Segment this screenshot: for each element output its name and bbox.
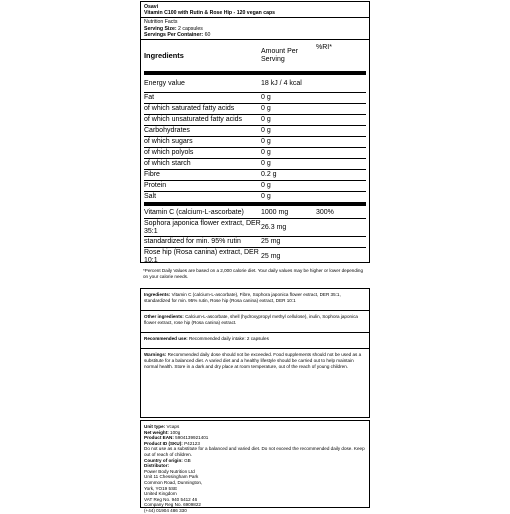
table-row	[144, 126, 366, 137]
nutrient-amount: 0.2 g	[261, 170, 316, 181]
recommended-use-text: Recommended daily intake: 2 capsules	[188, 336, 269, 341]
amount-header: Amount Per Serving	[261, 40, 316, 73]
nutrient-ri	[316, 181, 366, 192]
product-sku-label: Product ID (SKU):	[144, 440, 183, 446]
warnings-text: Recommended daily dose should not be exceeded. Food supplements should not be used as a substitute for a balanced diet. A varied diet and a healthy lifestyle should be carried out to help maintain normal health. Store in a dark and dry place at room temperature, out of the reach of young children.	[144, 352, 362, 369]
nutrient-ri: 300%	[316, 204, 366, 219]
nutrient-amount: 0 g	[261, 192, 316, 205]
origin-label: Country of origin:	[144, 457, 183, 463]
nutrient-amount: 0 g	[261, 93, 316, 104]
product-ean-label: Product EAN:	[144, 435, 174, 441]
nutrient-ri	[316, 73, 366, 93]
table-row	[144, 192, 366, 205]
serving-size-label: Serving Size:	[144, 25, 177, 32]
info-panel	[140, 288, 370, 418]
nutrient-name: Rose hip (Rosa canina) extract, DER 10:1	[144, 248, 259, 264]
table-row	[144, 181, 366, 192]
nutrient-ri	[316, 126, 366, 137]
nutrient-name: standardized for min. 95% rutin	[144, 237, 261, 248]
nutrient-name: Energy value	[144, 73, 261, 93]
divider	[141, 310, 369, 311]
nutrient-amount: 1000 mg	[261, 204, 316, 219]
ingredients-label: Ingredients:	[144, 292, 171, 297]
ri-header: %RI*	[316, 40, 366, 73]
nutrient-amount: 25 mg	[261, 237, 316, 248]
table-row	[144, 170, 366, 181]
nutrient-ri	[316, 248, 366, 266]
table-row	[144, 248, 366, 266]
nutrient-amount: 18 kJ / 4 kcal	[261, 73, 316, 93]
footnote: *Percent Daily Values are based on a 2,000 calorie diet. Your daily values may be higher or lower depending on your calorie needs.	[143, 268, 364, 279]
table-row	[144, 159, 366, 170]
nutrient-amount: 0 g	[261, 115, 316, 126]
nutrient-name: Protein	[144, 181, 261, 192]
nutrient-amount: 0 g	[261, 181, 316, 192]
other-ingredients-section	[144, 314, 366, 326]
nutrient-name: of which sugars	[144, 137, 261, 148]
nutrient-amount: 0 g	[261, 148, 316, 159]
nutrient-name: of which saturated fatty acids	[144, 104, 261, 115]
nutrient-amount: 0 g	[261, 159, 316, 170]
nutrition-table	[144, 40, 366, 265]
divider	[141, 348, 369, 349]
ingredients-header: Ingredients	[144, 40, 261, 73]
nutrition-facts-panel	[140, 1, 370, 263]
table-row	[144, 104, 366, 115]
table-row	[144, 73, 366, 93]
nutrient-name: Vitamin C (calcium-L-ascorbate)	[144, 204, 261, 219]
nutrient-name: Carbohydrates	[144, 126, 261, 137]
brand-name: Osavi	[144, 4, 159, 10]
origin-value: GB	[184, 457, 191, 463]
table-row	[144, 237, 366, 248]
recommended-use-section	[144, 336, 366, 342]
table-row	[144, 219, 366, 237]
nutrient-ri	[316, 148, 366, 159]
product-ean-value: 5904139921401	[175, 435, 209, 441]
nutrient-name: Salt	[144, 192, 261, 205]
unit-type-label: Unit type:	[144, 424, 166, 429]
nutrient-name: Sophora japonica flower extract, DER 35:1	[144, 219, 261, 235]
nutrient-ri	[316, 159, 366, 170]
warnings-label: Warnings:	[144, 352, 167, 357]
address-line: Common Road, Dunnington,	[144, 479, 203, 485]
usage-notice: Do not use as a substitute for a balanced and varied diet. Do not exceed the recommended daily dose. Keep out of reach of children.	[144, 446, 365, 457]
table-row	[144, 137, 366, 148]
nutrient-amount: 0 g	[261, 137, 316, 148]
recommended-use-label: Recommended use:	[144, 336, 188, 341]
details-panel	[140, 420, 370, 513]
nutrient-ri	[316, 93, 366, 104]
nutrient-amount: 0 g	[261, 104, 316, 115]
divider	[141, 332, 369, 333]
nutrient-name: Fibre	[144, 170, 261, 181]
other-ingredients-label: Other ingredients:	[144, 314, 184, 319]
nutrient-ri	[316, 237, 366, 248]
table-row	[144, 93, 366, 104]
distributor-address	[144, 469, 366, 514]
address-line: United Kingdom	[144, 491, 177, 497]
ingredients-section	[144, 292, 366, 304]
nutrient-name: Fat	[144, 93, 261, 104]
other-ingredients-text: Calcium-L-ascorbate, shell (hydroxypropyl methyl cellulose), inulin, Sophora japonica flower extract, rose hip (Rosa canina) extract.	[144, 314, 358, 325]
nutrient-amount: 25 mg	[261, 252, 281, 260]
net-weight-value: 100g	[170, 429, 181, 435]
nutrient-ri	[316, 219, 366, 237]
nutrient-name: of which unsaturated fatty acids	[144, 115, 261, 126]
address-line: VAT Reg No. 940 5412 46	[144, 496, 198, 502]
divider	[141, 17, 369, 18]
address-line: (+44) 01904 486 330	[144, 507, 187, 513]
table-row	[144, 115, 366, 126]
distributor-label: Distributor:	[144, 463, 170, 469]
table-header-row	[144, 40, 366, 73]
address-line: Power Body Nutrition Ltd	[144, 468, 195, 474]
nutrient-ri	[316, 104, 366, 115]
ingredients-text: Vitamin C (calcium-L-ascorbate), Fibre, Sophora japonica flower extract, DER 35:1, standardized for min. 95% rutin, Rose hip (Rosa canina) extract, DER 10:1	[144, 292, 341, 303]
table-row	[144, 204, 366, 219]
unit-type-value: Vcaps	[166, 424, 180, 429]
facts-title: Nutrition Facts	[144, 19, 178, 26]
nutrient-name: of which starch	[144, 159, 261, 170]
net-weight-label: Net weight:	[144, 429, 169, 435]
serving-size-value: 2 capsules	[178, 25, 203, 32]
address-line: Unit 11 Chessingham Park	[144, 474, 199, 480]
warnings-section	[144, 352, 366, 370]
nutrient-amount: 0 g	[261, 126, 316, 137]
address-line: Company Reg No. 6909822	[144, 502, 201, 508]
nutrient-ri	[316, 192, 366, 205]
servings-label: Servings Per Container:	[144, 31, 204, 38]
nutrient-amount: 26.3 mg	[261, 219, 316, 237]
servings-per-container	[144, 32, 366, 38]
nutrient-name: of which polyols	[144, 148, 261, 159]
nutrient-ri	[316, 137, 366, 148]
product-sku-value: P42123	[184, 440, 200, 446]
table-row	[144, 148, 366, 159]
nutrient-ri	[316, 115, 366, 126]
servings-value: 60	[204, 31, 211, 38]
nutrient-ri	[316, 170, 366, 181]
product-title: Vitamin C100 with Rutin & Rose Hip - 120 vegan caps	[144, 10, 276, 17]
address-line: York, YO19 5SE	[144, 485, 178, 491]
